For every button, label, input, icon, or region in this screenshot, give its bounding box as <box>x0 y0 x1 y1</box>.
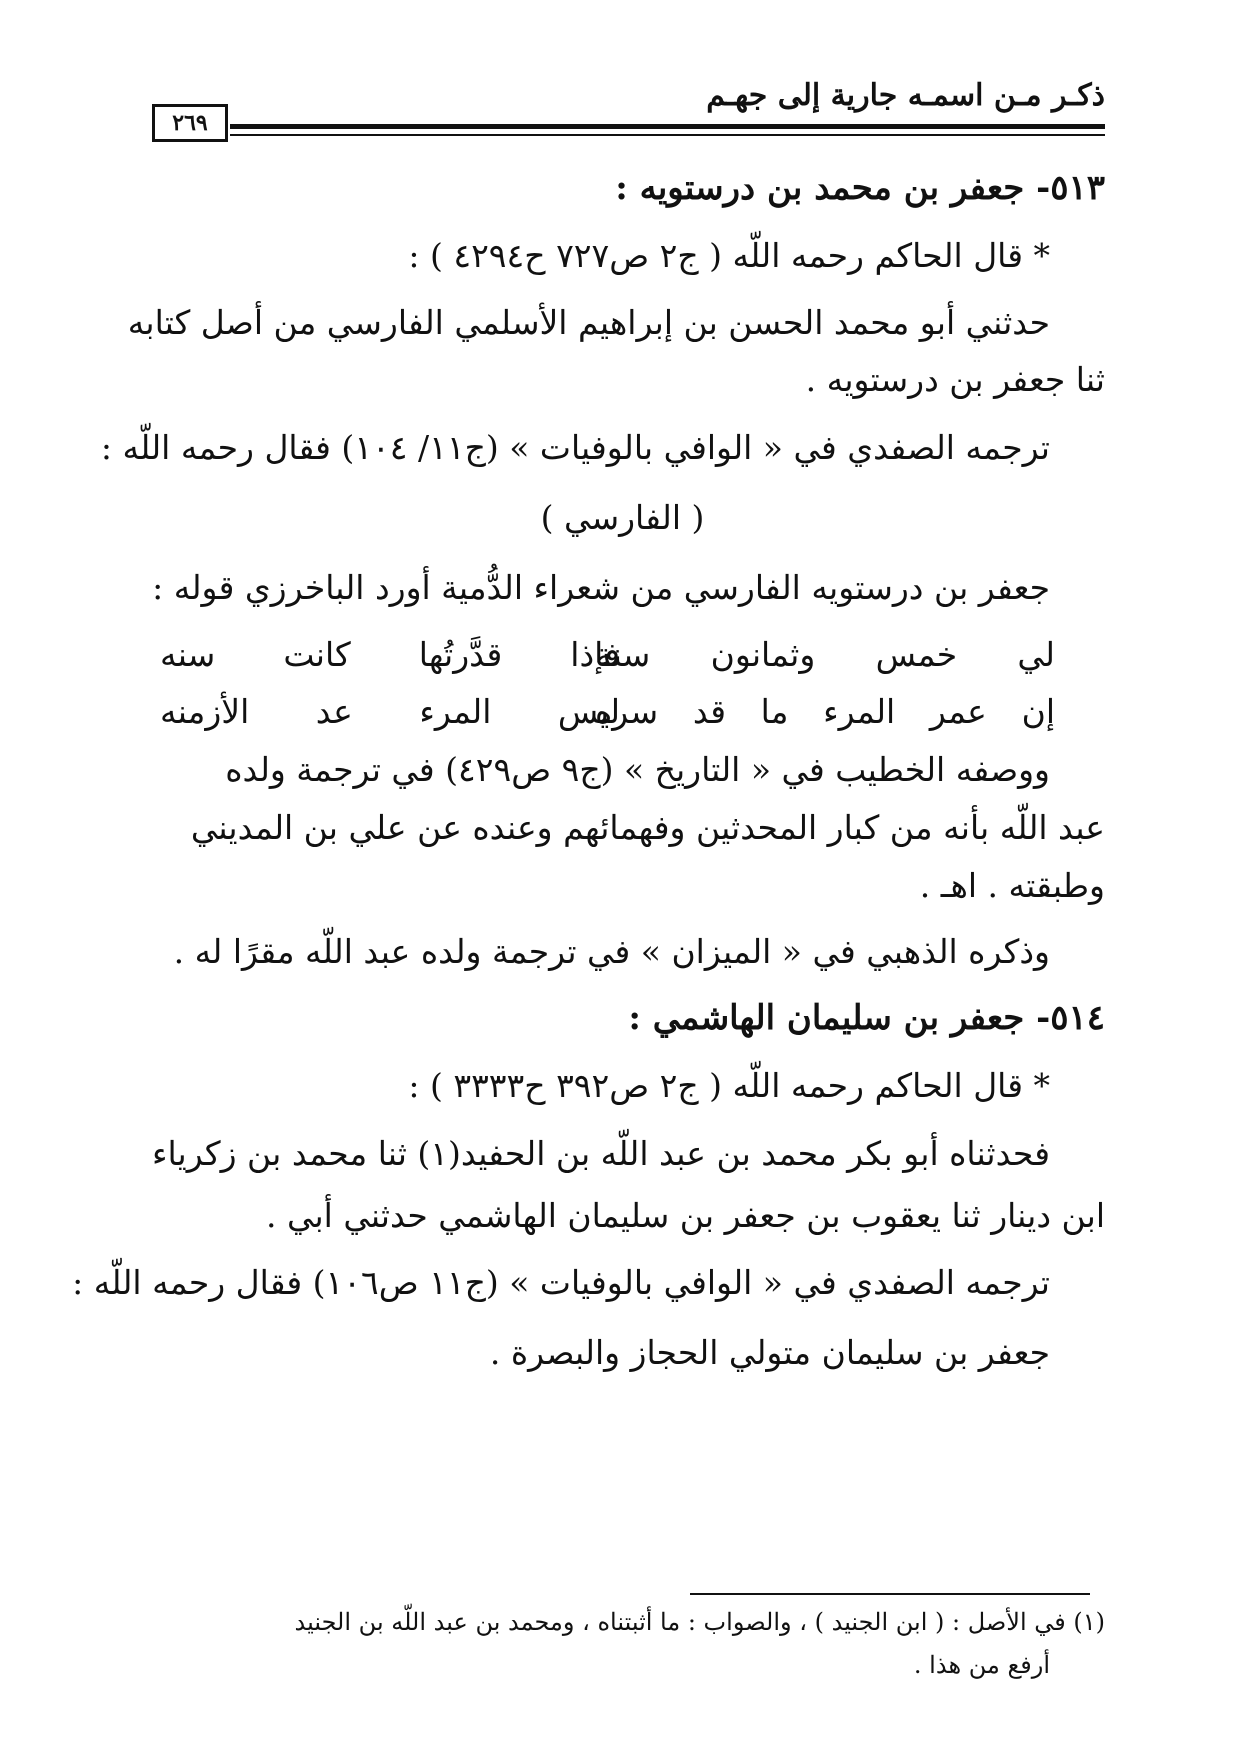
text-line: حدثني أبو محمد الحسن بن إبراهيم الأسلمي الفارسي من أصل كتابه <box>127 303 1050 342</box>
text-line: ترجمه الصفدي في « الوافي بالوفيات » (ج١١/ ١٠٤) فقال رحمه اللّه : <box>100 428 1050 467</box>
footnote-line: (١) في الأصل : ( ابن الجنيد ) ، والصواب : ما أثبتناه ، ومحمد بن عبد اللّه بن الجنيد <box>294 1608 1105 1636</box>
text-line: جعفر بن درستويه الفارسي من شعراء الدُّمية أورد الباخرزي قوله : <box>152 568 1050 607</box>
verse-line <box>140 684 1055 740</box>
text-line: ابن دينار ثنا يعقوب بن جعفر بن سليمان الهاشمي حدثني أبي . <box>266 1196 1105 1235</box>
header-rule-thin <box>230 134 1105 136</box>
text-line: ثنا جعفر بن درستويه . <box>805 360 1105 399</box>
header-rule-thick <box>230 124 1105 129</box>
text-line: جعفر بن سليمان متولي الحجاز والبصرة . <box>489 1333 1050 1372</box>
text-line: * قال الحاكم رحمه اللّه ( ج٢ ص٣٩٢ ح٣٣٣٣ ) : <box>408 1066 1050 1105</box>
text-line: ووصفه الخطيب في « التاريخ » (ج٩ ص٤٢٩) في ترجمة ولده <box>225 750 1050 789</box>
text-line: ترجمه الصفدي في « الوافي بالوفيات » (ج١١ ص١٠٦) فقال رحمه اللّه : <box>72 1263 1050 1302</box>
text-line: وطبقته . اهـ . <box>919 866 1105 905</box>
text-line: عبد اللّه بأنه من كبار المحدثين وفهمائهم وعنده عن علي بن المديني <box>190 808 1105 847</box>
verse-second-hemistich: ليس المرء عد الأزمنه <box>160 692 620 731</box>
verse-line <box>140 627 1055 683</box>
verse-second-hemistich: فإذا قدَّرتُها كانت سنه <box>160 635 620 674</box>
verse-first-hemistich: إن عمر المرء ما قد سره <box>595 692 1055 731</box>
subheading: ( الفارسي ) <box>540 498 705 537</box>
footnote-line: أرفع من هذا . <box>913 1651 1050 1679</box>
text-line: وذكره الذهبي في « الميزان » في ترجمة ولده عبد اللّه مقرًا له . <box>173 932 1050 971</box>
entry-heading-513: ٥١٣- جعفر بن محمد بن درستويه : <box>615 168 1105 208</box>
verse-first-hemistich: لي خمس وثمانون سنة <box>595 635 1055 674</box>
text-line: * قال الحاكم رحمه اللّه ( ج٢ ص٧٢٧ ح٤٢٩٤ ) : <box>408 236 1050 275</box>
page-number: ٢٦٩ <box>152 104 228 142</box>
entry-heading-514: ٥١٤- جعفر بن سليمان الهاشمي : <box>628 998 1105 1038</box>
footnote-separator <box>690 1593 1090 1595</box>
text-line: فحدثناه أبو بكر محمد بن عبد اللّه بن الحفيد(١) ثنا محمد بن زكرياء <box>151 1134 1050 1173</box>
running-title: ذكـر مـن اسمـه جارية إلى جهـم <box>706 78 1105 113</box>
